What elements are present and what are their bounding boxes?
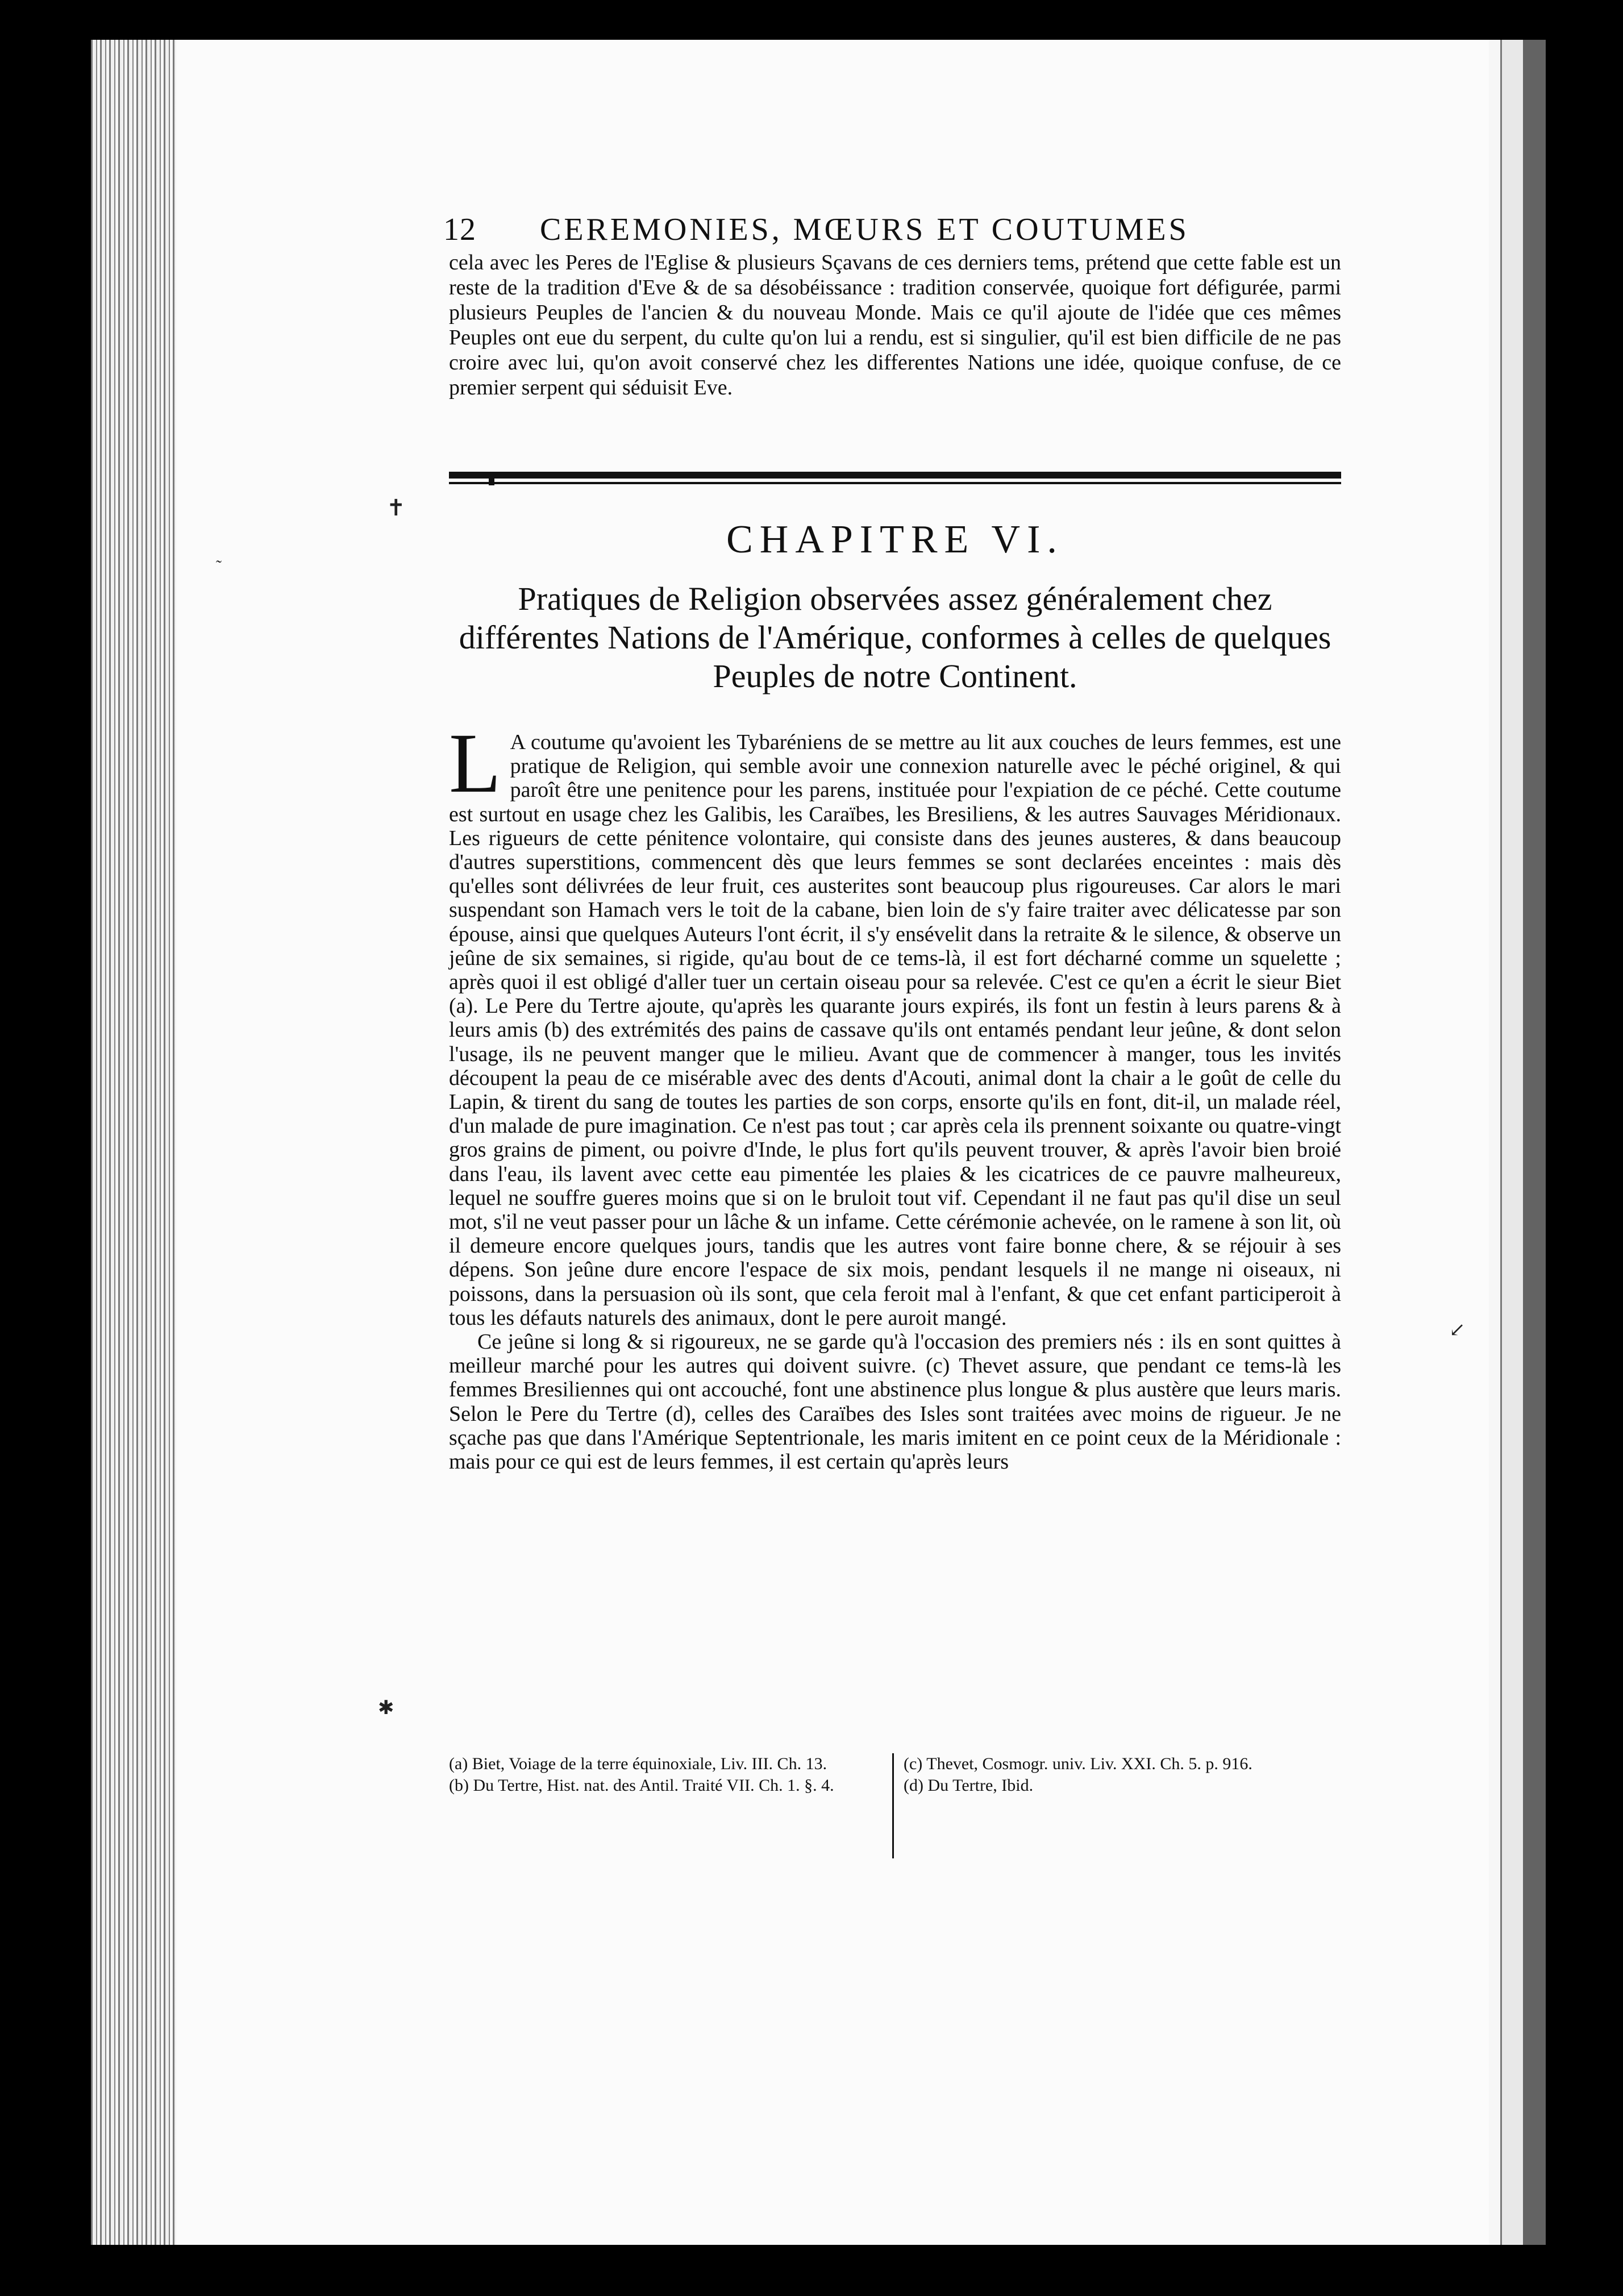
footnote-b: (b) Du Tertre, Hist. nat. des Antil. Traité VII. Ch. 1. §. 4. <box>449 1776 834 1795</box>
chapter-body <box>449 716 1341 1474</box>
rule-mark <box>489 477 494 485</box>
body-paragraph-2: Ce jeûne si long & si rigoureux, ne se garde qu'à l'occasion des premiers nés : ils en sont quittes à meilleur marché pour les autres qui doivent suivre. (c) Thevet assure, que pendant ce tems-là les femmes Bresiliennes qui ont accouché, font une abstinence plus longue & plus austère que leurs maris. Selon le Pere du Tertre (d), celles des Caraïbes des Isles sont traitées avec moins de rigueur. Je ne sçache pas que dans l'Amérique Septentrionale, les maris imitent en ce point ceux de la Méridionale : mais pour ce qui est de leurs femmes, il est certain qu'après leurs <box>449 1330 1341 1474</box>
footnote-a: (a) Biet, Voiage de la terre équinoxiale, Liv. III. Ch. 13. <box>449 1754 827 1773</box>
margin-mark: ˜ <box>216 557 222 576</box>
rule-thin <box>449 482 1341 484</box>
margin-mark: ↙ <box>1449 1320 1466 1341</box>
intro-paragraph: cela avec les Peres de l'Eglise & plusieurs Sçavans de ces derniers tems, prétend que cette fable est un reste de la tradition d'Eve & de sa désobéissance : tradition conservée, quoique fort défigurée, parmi plusieurs Peuples de l'ancien & du nouveau Monde. Mais ce qu'il ajoute de l'idée que ces mêmes Peuples ont eue du serpent, du culte qu'on lui a rendu, est si singulier, qu'il est bien difficile de ne pas croire avec lui, qu'on avoit conservé chez les differentes Nations une idée, quoique confuse, de ce premier serpent qui séduisit Eve. <box>449 251 1341 400</box>
footnotes-right-column <box>904 1753 1341 1796</box>
drop-cap: L <box>449 716 501 810</box>
right-page-edge <box>1489 40 1546 2245</box>
rule-thick <box>449 472 1341 479</box>
binding-edge <box>91 40 176 2245</box>
footnote-c: (c) Thevet, Cosmogr. univ. Liv. XXI. Ch. 5. p. 916. <box>904 1754 1252 1773</box>
margin-mark: ✱ <box>378 1698 394 1719</box>
section-rule <box>449 472 1341 489</box>
margin-mark: ✝ <box>386 495 406 521</box>
footnote-d: (d) Du Tertre, Ibid. <box>904 1776 1034 1795</box>
running-title: CEREMONIES, MŒURS ET COUTUMES <box>540 212 1189 247</box>
body-paragraph-1: A coutume qu'avoient les Tybaréniens de se mettre au lit aux couches de leurs femmes, est une pratique de Religion, qui semble avoir une connexion naturelle avec le péché originel, & qui paroît être une penitence pour les parens, instituée pour l'expiation de ce péché. Cette coutume est surtout en usage chez les Galibis, les Caraïbes, les Bresiliens, & les autres Sauvages Méridionaux. Les rigueurs de cette pénitence volontaire, qui consiste dans des jeunes austeres, & dans beaucoup d'autres superstitions, commencent dès que leurs femmes se sont declarées enceintes : mais dès qu'elles sont délivrées de leur fruit, ces austerites sont beaucoup plus rigoureuses. Car alors le mari suspendant son Hamach vers le toit de la cabane, bien loin de s'y faire traiter avec délicatesse par son épouse, ainsi que quelques Auteurs l'ont écrit, il s'y ensévelit dans la retraite & le silence, & observe un jeûne de six semaines, si rigide, qu'au bout de ce tems-là, il est fort décharné comme un squelette ; après quoi il est obligé d'aller tuer un certain oiseau pour sa relevée. C'est ce qu'en a écrit le sieur Biet (a). Le Pere du Tertre ajoute, qu'après les quarante jours expirés, ils font un festin à leurs parens & à leurs amis (b) des extrémités des pains de cassave qu'ils ont entamés pendant leur jeûne, & dont selon l'usage, ils ne peuvent manger que le milieu. Avant que de commencer à manger, tous les invités découpent la peau de ce misérable avec des dents d'Acouti, animal dont la chair a le goût de celle du Lapin, & tirent du sang de toutes les parties de son corps, ensorte qu'ils en font, dit-il, un malade réel, d'un malade de pure imagination. Ce n'est pas tout ; car après cela ils prennent soixante ou quatre-vingt gros grains de piment, ou poivre d'Inde, le plus fort qu'ils peuvent trouver, & après l'avoir bien broié dans l'eau, ils lavent avec cette eau pimentée les plaies & les cicatrices de ce pauvre malheureux, lequel ne souffre gueres moins que si on le bruloit tout vif. Cependant il ne faut pas qu'il dise un seul mot, s'il ne veut passer pour un lâche & un infame. Cette cérémonie achevée, on le ramene à son lit, où il demeure encore quelques jours, tandis que les autres vont faire bonne chere, & se réjouir à ses dépens. Son jeûne dure encore l'espace de six mois, pendant lesquels il ne mange ni oiseaux, ni poissons, dans la persuasion où ils sont, que cela feroit mal à l'enfant, & que cet enfant participeroit à tous les défauts naturels des animaux, dont le pere auroit mangé. <box>449 730 1341 1330</box>
chapter-title: CHAPITRE VI. <box>726 518 1064 561</box>
chapter-subtitle: Pratiques de Religion observées assez généralement chez différentes Nations de l'Amérique, conformes à celles de quelques Peuples de notre Continent. <box>459 580 1331 694</box>
footnote-divider <box>892 1753 894 1858</box>
page-number: 12 <box>443 212 476 247</box>
footnotes-left-column <box>449 1753 887 1796</box>
